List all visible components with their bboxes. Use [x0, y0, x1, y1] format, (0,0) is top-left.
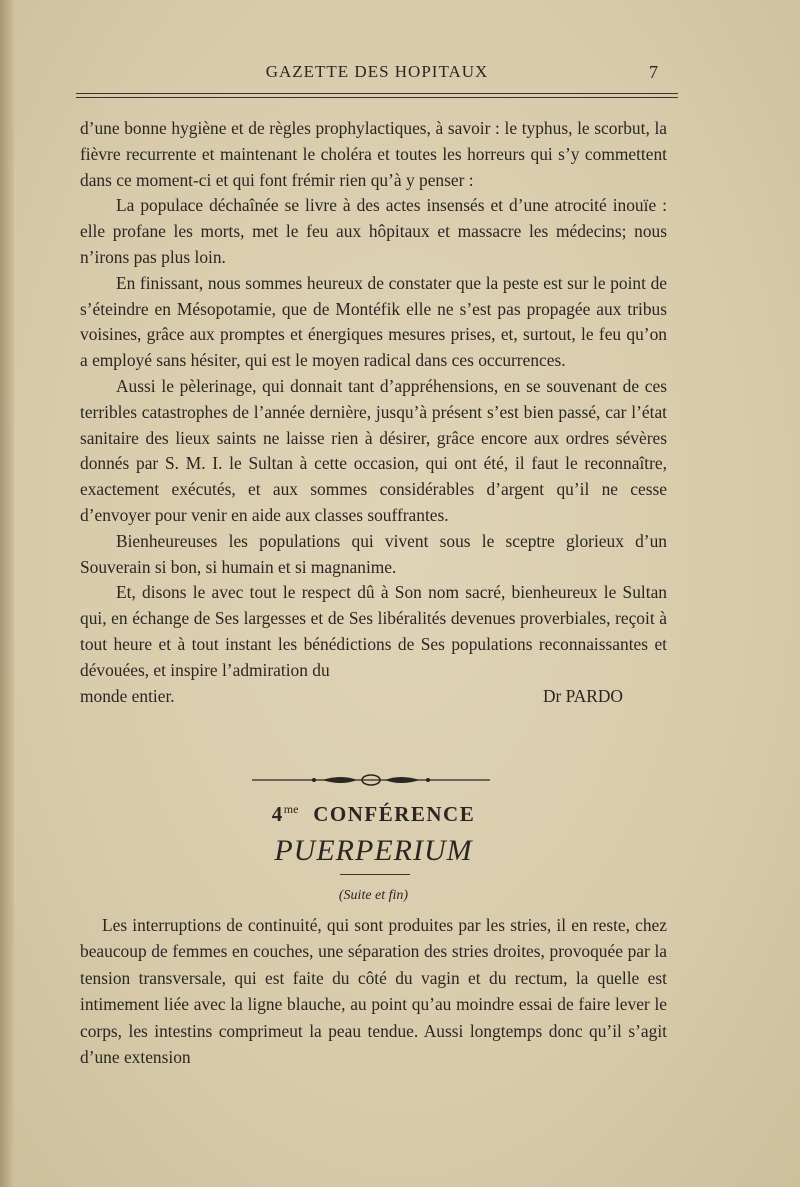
conference-title: CONFÉRENCE [313, 802, 476, 826]
conference-subtitle: PUERPERIUM [274, 834, 473, 867]
closing-text: monde entier. [80, 685, 175, 706]
paragraph: Bienheureuses les populations qui vivent sous le sceptre glorieux d’un Souverain si bon, si humain et si magnanime. [80, 530, 667, 577]
running-header [76, 62, 678, 86]
subtitle-rule [340, 874, 410, 875]
paragraph: Et, disons le avec tout le respect dû à Son nom sacré, bienheureux le Sultan qui, en échange de Ses largesses et de Ses libéralités devenues proverbiales, reçoit à tout heure et à tout instant les bénédictions de Ses populations reconnaissantes et dévouées, et inspire l’admiration du [80, 582, 667, 680]
conference-number: 4 [271, 802, 284, 826]
author-signature: Dr PARDO [542, 685, 623, 706]
paragraph: d’une bonne hygiène et de règles prophylactiques, à savoir : le typhus, le scorbut, la fièvre recurrente et maintenant le choléra et toutes les horreurs qui s’y commettent dans ce moment-ci et qui font frémir rien qu’à y penser : [80, 118, 667, 190]
paragraph: Aussi le pèlerinage, qui donnait tant d’appréhensions, en se souvenant de ces terribles catastrophes de l’année dernière, jusqu’à présent s’est bien passé, car l’état sanitaire des lieux saints ne laisse rien à désirer, grâce encore aux ordres sévères donnés par S. M. I. le Sultan à cette occasion, qui ont été, il faut le reconnaître, exactement exécutés, et aux sommes considérables d’argent qu’il ne cesse d’envoyer pour venir en aide aux classes souffrantes. [80, 375, 667, 525]
article-body [80, 116, 667, 709]
header-rule-thin [76, 97, 678, 98]
conference-heading [80, 802, 667, 827]
page-number: 7 [649, 62, 658, 82]
conference-body [80, 912, 667, 1070]
signature-line [80, 684, 667, 710]
paragraph: En finissant, nous sommes heureux de constater que la peste est sur le point de s’éteindre en Mésopotamie, que de Montéfik elle ne s’est pas propagée aux tribus voisines, grâce aux promptes et énergiques mesures prises, et, surtout, le feu qu’on a employé sans hésiter, qui est le moyen radical dans ces occurrences. [80, 272, 667, 371]
ornament-divider [252, 772, 490, 788]
conference-number-suffix: me [283, 802, 299, 816]
paragraph: La populace déchaînée se livre à des actes insensés et d’une atrocité inouïe : elle profane les morts, met le feu aux hôpitaux et massacre les médecins; nous n’irons pas plus loin. [80, 195, 667, 267]
page-binding-edge [0, 0, 14, 1187]
paragraph: Les interruptions de continuité, qui sont produites par les stries, il en reste, chez beaucoup de femmes en couches, une séparation des stries droites, provoquée par la tension transversale, qui est faite du côté du vagin et du rectum, la quelle est intimement liée avec la ligne blauche, au point qu’au moindre essai de faire lever le corps, les intestins comprimeut la peau tendue. Aussi longtemps donc qu’il s’agit d’une extension [80, 915, 667, 1068]
header-rule [76, 93, 678, 94]
journal-title: GAZETTE DES HOPITAUX [265, 62, 489, 81]
continuation-note: (Suite et fin) [338, 888, 409, 903]
